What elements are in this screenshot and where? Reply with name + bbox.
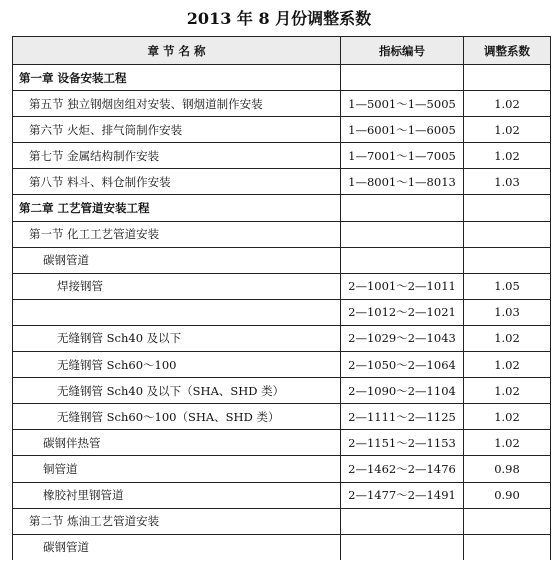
row-code-cell: 2—1477～2—1491	[341, 482, 464, 508]
table-row	[13, 117, 551, 143]
row-coefficient-cell: 1.02	[464, 143, 551, 169]
row-coefficient-cell: 0.90	[464, 482, 551, 508]
row-name-cell: 无缝钢管 Sch40 及以下	[13, 325, 341, 351]
row-code-cell: 1—5001～1—5005	[341, 91, 464, 117]
row-code-cell	[341, 534, 464, 560]
row-code-cell: 2—1029～2—1043	[341, 325, 464, 351]
table-row	[13, 91, 551, 117]
table-row	[13, 325, 551, 351]
row-name-cell: 第七节 金属结构制作安装	[13, 143, 341, 169]
row-coefficient-cell: 1.02	[464, 378, 551, 404]
table-row	[13, 247, 551, 273]
row-code-cell	[341, 221, 464, 247]
row-coefficient-cell	[464, 534, 551, 560]
table-row	[13, 273, 551, 299]
row-code-cell: 1—6001～1—6005	[341, 117, 464, 143]
header-coefficient: 调整系数	[464, 37, 551, 65]
row-code-cell	[341, 508, 464, 534]
row-coefficient-cell: 1.03	[464, 169, 551, 195]
row-code-cell: 2—1090～2—1104	[341, 378, 464, 404]
header-section-name: 章 节 名 称	[13, 37, 341, 65]
row-coefficient-cell: 0.98	[464, 456, 551, 482]
row-name-cell: 第八节 料斗、料仓制作安装	[13, 169, 341, 195]
row-name-cell: 橡胶衬里钢管道	[13, 482, 341, 508]
table-row	[13, 143, 551, 169]
table-row	[13, 404, 551, 430]
table-row	[13, 534, 551, 560]
row-coefficient-cell: 1.02	[464, 352, 551, 378]
table-row	[13, 482, 551, 508]
row-coefficient-cell: 1.05	[464, 273, 551, 299]
page-title: 2013 年 8 月份调整系数	[186, 9, 372, 28]
row-code-cell: 1—7001～1—7005	[341, 143, 464, 169]
table-row	[13, 169, 551, 195]
row-code-cell: 2—1462～2—1476	[341, 456, 464, 482]
row-code-cell: 2—1001～2—1011	[341, 273, 464, 299]
row-coefficient-cell: 1.02	[464, 404, 551, 430]
row-coefficient-cell: 1.02	[464, 430, 551, 456]
table-header-row	[13, 37, 551, 65]
row-name-cell: 无缝钢管 Sch60～100	[13, 352, 341, 378]
row-code-cell: 2—1012～2—1021	[341, 299, 464, 325]
row-name-cell: 第六节 火炬、排气筒制作安装	[13, 117, 341, 143]
row-code-cell: 1—8001～1—8013	[341, 169, 464, 195]
table-row	[13, 195, 551, 221]
adjustment-coefficient-table	[12, 36, 551, 560]
row-name-cell: 焊接钢管	[13, 273, 341, 299]
table-row	[13, 508, 551, 534]
row-coefficient-cell: 1.02	[464, 117, 551, 143]
row-name-cell: 碳钢伴热管	[13, 430, 341, 456]
row-name-cell: 无缝钢管 Sch40 及以下（SHA、SHD 类）	[13, 378, 341, 404]
row-coefficient-cell: 1.03	[464, 299, 551, 325]
table-row	[13, 65, 551, 91]
row-coefficient-cell	[464, 65, 551, 91]
row-name-cell: 第一章 设备安装工程	[13, 65, 341, 91]
row-code-cell	[341, 247, 464, 273]
table-row	[13, 378, 551, 404]
table-row	[13, 299, 551, 325]
row-code-cell: 2—1050～2—1064	[341, 352, 464, 378]
row-code-cell	[341, 195, 464, 221]
header-index-code: 指标编号	[341, 37, 464, 65]
row-name-cell: 铜管道	[13, 456, 341, 482]
table-row	[13, 456, 551, 482]
row-code-cell: 2—1151～2—1153	[341, 430, 464, 456]
row-name-cell: 碳钢管道	[13, 247, 341, 273]
row-coefficient-cell: 1.02	[464, 91, 551, 117]
row-name-cell: 碳钢管道	[13, 534, 341, 560]
row-name-cell: 第五节 独立钢烟囱组对安装、钢烟道制作安装	[13, 91, 341, 117]
row-name-cell: 第一节 化工工艺管道安装	[13, 221, 341, 247]
row-coefficient-cell: 1.02	[464, 325, 551, 351]
table-row	[13, 221, 551, 247]
table-row	[13, 352, 551, 378]
row-name-cell: 第二章 工艺管道安装工程	[13, 195, 341, 221]
row-coefficient-cell	[464, 247, 551, 273]
row-name-cell	[13, 299, 341, 325]
row-coefficient-cell	[464, 508, 551, 534]
row-code-cell	[341, 65, 464, 91]
row-name-cell: 无缝钢管 Sch60～100（SHA、SHD 类）	[13, 404, 341, 430]
row-coefficient-cell	[464, 195, 551, 221]
table-row	[13, 430, 551, 456]
row-name-cell: 第二节 炼油工艺管道安装	[13, 508, 341, 534]
row-code-cell: 2—1111～2—1125	[341, 404, 464, 430]
row-coefficient-cell	[464, 221, 551, 247]
